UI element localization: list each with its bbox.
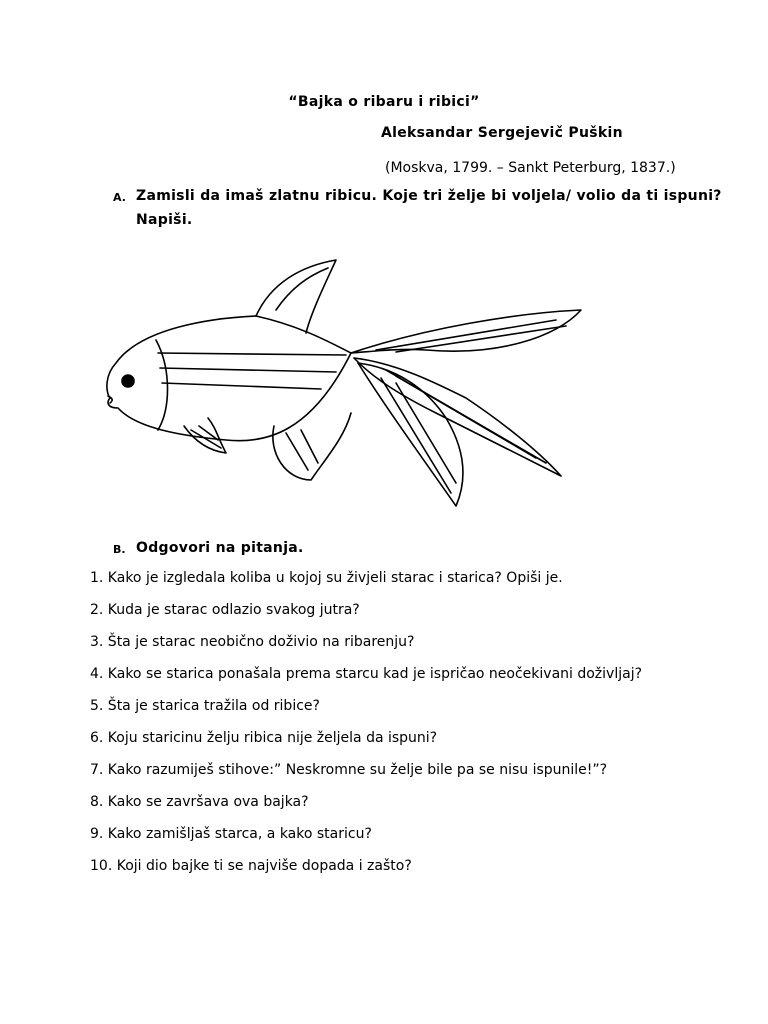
section-a-text	[136, 184, 722, 232]
question-item: 7. Kako razumiješ stihove:” Neskromne su želje bile pa se nisu ispunile!”?	[90, 762, 608, 778]
section-b-label: B.	[113, 543, 126, 556]
question-item: 10. Koji dio bajke ti se najviše dopada i zašto?	[90, 858, 412, 874]
questions-list	[90, 566, 642, 886]
question-item: 1. Kako je izgledala koliba u kojoj su živjeli starac i starica? Opiši je.	[90, 570, 563, 586]
page-title: “Bajka o ribaru i ribici”	[288, 94, 480, 110]
author-dates: (Moskva, 1799. – Sankt Peterburg, 1837.)	[385, 160, 676, 176]
question-item: 2. Kuda je starac odlazio svakog jutra?	[90, 602, 360, 618]
question-item: 4. Kako se starica ponašala prema starcu kad je ispričao neočekivani doživljaj?	[90, 666, 643, 682]
author-name: Aleksandar Sergejevič Puškin	[381, 125, 623, 141]
section-b-text: Odgovori na pitanja.	[136, 540, 304, 556]
question-item: 6. Koju staricinu želju ribica nije željela da ispuni?	[90, 730, 438, 746]
question-item: 3. Šta je starac neobično doživio na ribarenju?	[90, 634, 415, 650]
question-item: 9. Kako zamišljaš starca, a kako staricu?	[90, 826, 372, 842]
question-item: 8. Kako se završava ova bajka?	[90, 794, 309, 810]
section-a-line-2: Napiši.	[136, 212, 193, 228]
section-a-line-1: Zamisli da imaš zlatnu ribicu. Koje tri želje bi voljela/ volio da ti ispuni?	[136, 188, 722, 204]
section-a-label: A.	[113, 191, 126, 204]
question-item: 5. Šta je starica tražila od ribice?	[90, 698, 320, 714]
goldfish-icon	[96, 258, 596, 518]
